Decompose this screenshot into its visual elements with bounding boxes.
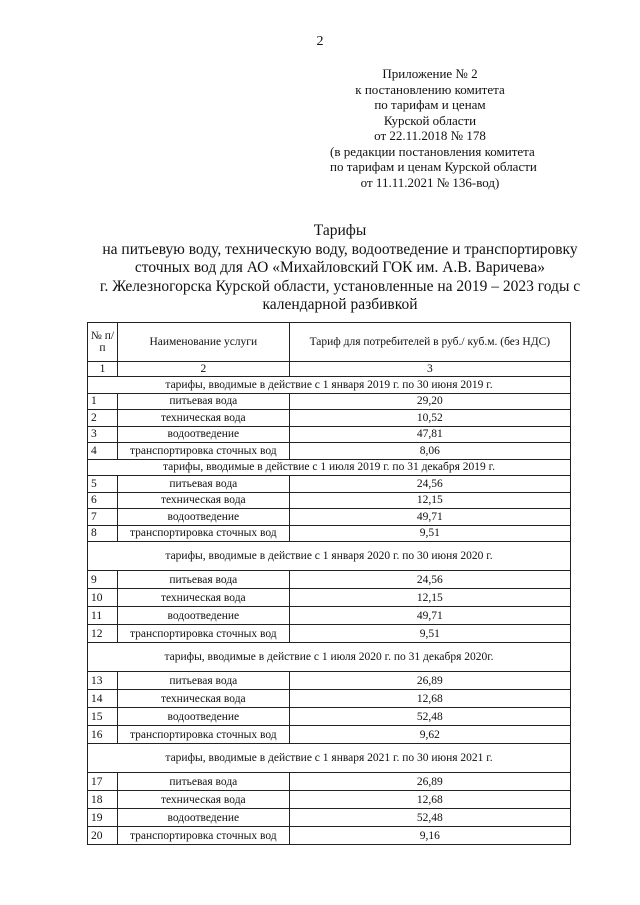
row-number: 1 [88,393,118,410]
row-number: 18 [88,791,118,809]
period-header-row [88,643,571,672]
table-row [88,708,571,726]
tariff-cell: 12,68 [289,690,570,708]
tariff-cell: 47,81 [289,426,570,443]
appendix-line: Приложение № 2 [382,66,478,81]
appendix-line: от 11.11.2021 № 136-вод) [360,174,500,190]
service-cell: техническая вода [117,410,289,427]
tariff-cell: 12,15 [289,589,570,607]
tariff-cell: 52,48 [289,809,570,827]
table-row [88,492,571,509]
service-cell: водоотведение [117,607,289,625]
period-title: тарифы, вводимые в действие с 1 января 2020 г. по 30 июня 2020 г. [88,542,571,571]
tariff-table [87,322,571,845]
tariff-cell: 9,51 [289,525,570,542]
row-number: 19 [88,809,118,827]
table-row [88,791,571,809]
tariff-cell: 9,16 [289,827,570,845]
row-number: 12 [88,625,118,643]
row-number: 14 [88,690,118,708]
service-cell: водоотведение [117,708,289,726]
tariff-cell: 26,89 [289,672,570,690]
row-number: 20 [88,827,118,845]
row-number: 8 [88,525,118,542]
table-row [88,443,571,460]
header-cell-service: Наименование услуги [117,323,289,362]
table-row [88,571,571,589]
table-row [88,589,571,607]
tariff-cell: 52,48 [289,708,570,726]
tariff-cell: 49,71 [289,509,570,526]
period-header-row [88,459,571,476]
document-title [60,222,620,315]
title-line: календарной разбивкой [262,296,418,313]
row-number: 2 [88,410,118,427]
service-cell: питьевая вода [117,571,289,589]
title-line: на питьевую воду, техническую воду, водоотведение и транспортировку [102,240,578,258]
service-cell: транспортировка сточных вод [117,625,289,643]
row-number: 5 [88,476,118,493]
title-line: г. Железногорска Курской области, установленные на 2019 – 2023 годы с [99,277,581,295]
service-cell: транспортировка сточных вод [117,525,289,542]
index-cell: 1 [88,362,118,377]
table-row [88,809,571,827]
service-cell: транспортировка сточных вод [117,827,289,845]
table-header-row [88,323,571,362]
tariff-cell: 12,68 [289,791,570,809]
service-cell: питьевая вода [117,476,289,493]
period-title: тарифы, вводимые в действие с 1 июля 2020 г. по 31 декабря 2020г. [88,643,571,672]
index-cell: 3 [289,362,570,377]
period-title: тарифы, вводимые в действие с 1 января 2019 г. по 30 июня 2019 г. [88,377,571,394]
period-title: тарифы, вводимые в действие с 1 июля 2019 г. по 31 декабря 2019 г. [88,459,571,476]
row-number: 7 [88,509,118,526]
table-row [88,393,571,410]
row-number: 16 [88,726,118,744]
appendix-line: по тарифам и ценам [374,97,486,112]
title-line: сточных вод для АО «Михайловский ГОК им. А.В. Варичева» [134,259,546,276]
table-row [88,410,571,427]
service-cell: техническая вода [117,589,289,607]
service-cell: водоотведение [117,426,289,443]
tariff-cell: 29,20 [289,393,570,410]
column-index-row [88,362,571,377]
appendix-line: (в редакции постановления комитета [330,143,535,159]
row-number: 11 [88,607,118,625]
period-header-row [88,542,571,571]
row-number: 4 [88,443,118,460]
table-row [88,625,571,643]
table-row [88,690,571,708]
page-number: 2 [316,34,324,49]
row-number: 17 [88,773,118,791]
table-row [88,426,571,443]
row-number: 6 [88,492,118,509]
appendix-line: к постановлению комитета [355,81,505,97]
tariff-cell: 24,56 [289,476,570,493]
row-number: 15 [88,708,118,726]
appendix-line: Курской области [383,112,477,128]
service-cell: питьевая вода [117,393,289,410]
tariff-cell: 24,56 [289,571,570,589]
table-row [88,607,571,625]
service-cell: транспортировка сточных вод [117,443,289,460]
row-number: 3 [88,426,118,443]
service-cell: питьевая вода [117,672,289,690]
table-row [88,726,571,744]
table-row [88,509,571,526]
period-header-row [88,744,571,773]
tariff-cell: 9,62 [289,726,570,744]
header-cell-number: № п/п [88,323,118,362]
appendix-line: по тарифам и ценам Курской области [330,159,537,174]
tariff-cell: 26,89 [289,773,570,791]
tariff-cell: 10,52 [289,410,570,427]
tariff-cell: 8,06 [289,443,570,460]
table-row [88,525,571,542]
tariff-cell: 49,71 [289,607,570,625]
service-cell: питьевая вода [117,773,289,791]
index-cell: 2 [117,362,289,377]
appendix-block [330,66,537,190]
service-cell: водоотведение [117,809,289,827]
row-number: 10 [88,589,118,607]
service-cell: техническая вода [117,690,289,708]
service-cell: водоотведение [117,509,289,526]
service-cell: техническая вода [117,791,289,809]
table-row [88,773,571,791]
header-cell-tariff: Тариф для потребителей в руб./ куб.м. (без НДС) [289,323,570,362]
period-header-row [88,377,571,394]
table-row [88,672,571,690]
appendix-line: от 22.11.2018 № 178 [374,128,486,143]
tariff-cell: 9,51 [289,625,570,643]
row-number: 9 [88,571,118,589]
table-row [88,476,571,493]
service-cell: транспортировка сточных вод [117,726,289,744]
title-line: Тарифы [313,222,367,239]
row-number: 13 [88,672,118,690]
tariff-cell: 12,15 [289,492,570,509]
period-title: тарифы, вводимые в действие с 1 января 2021 г. по 30 июня 2021 г. [88,744,571,773]
service-cell: техническая вода [117,492,289,509]
table-row [88,827,571,845]
